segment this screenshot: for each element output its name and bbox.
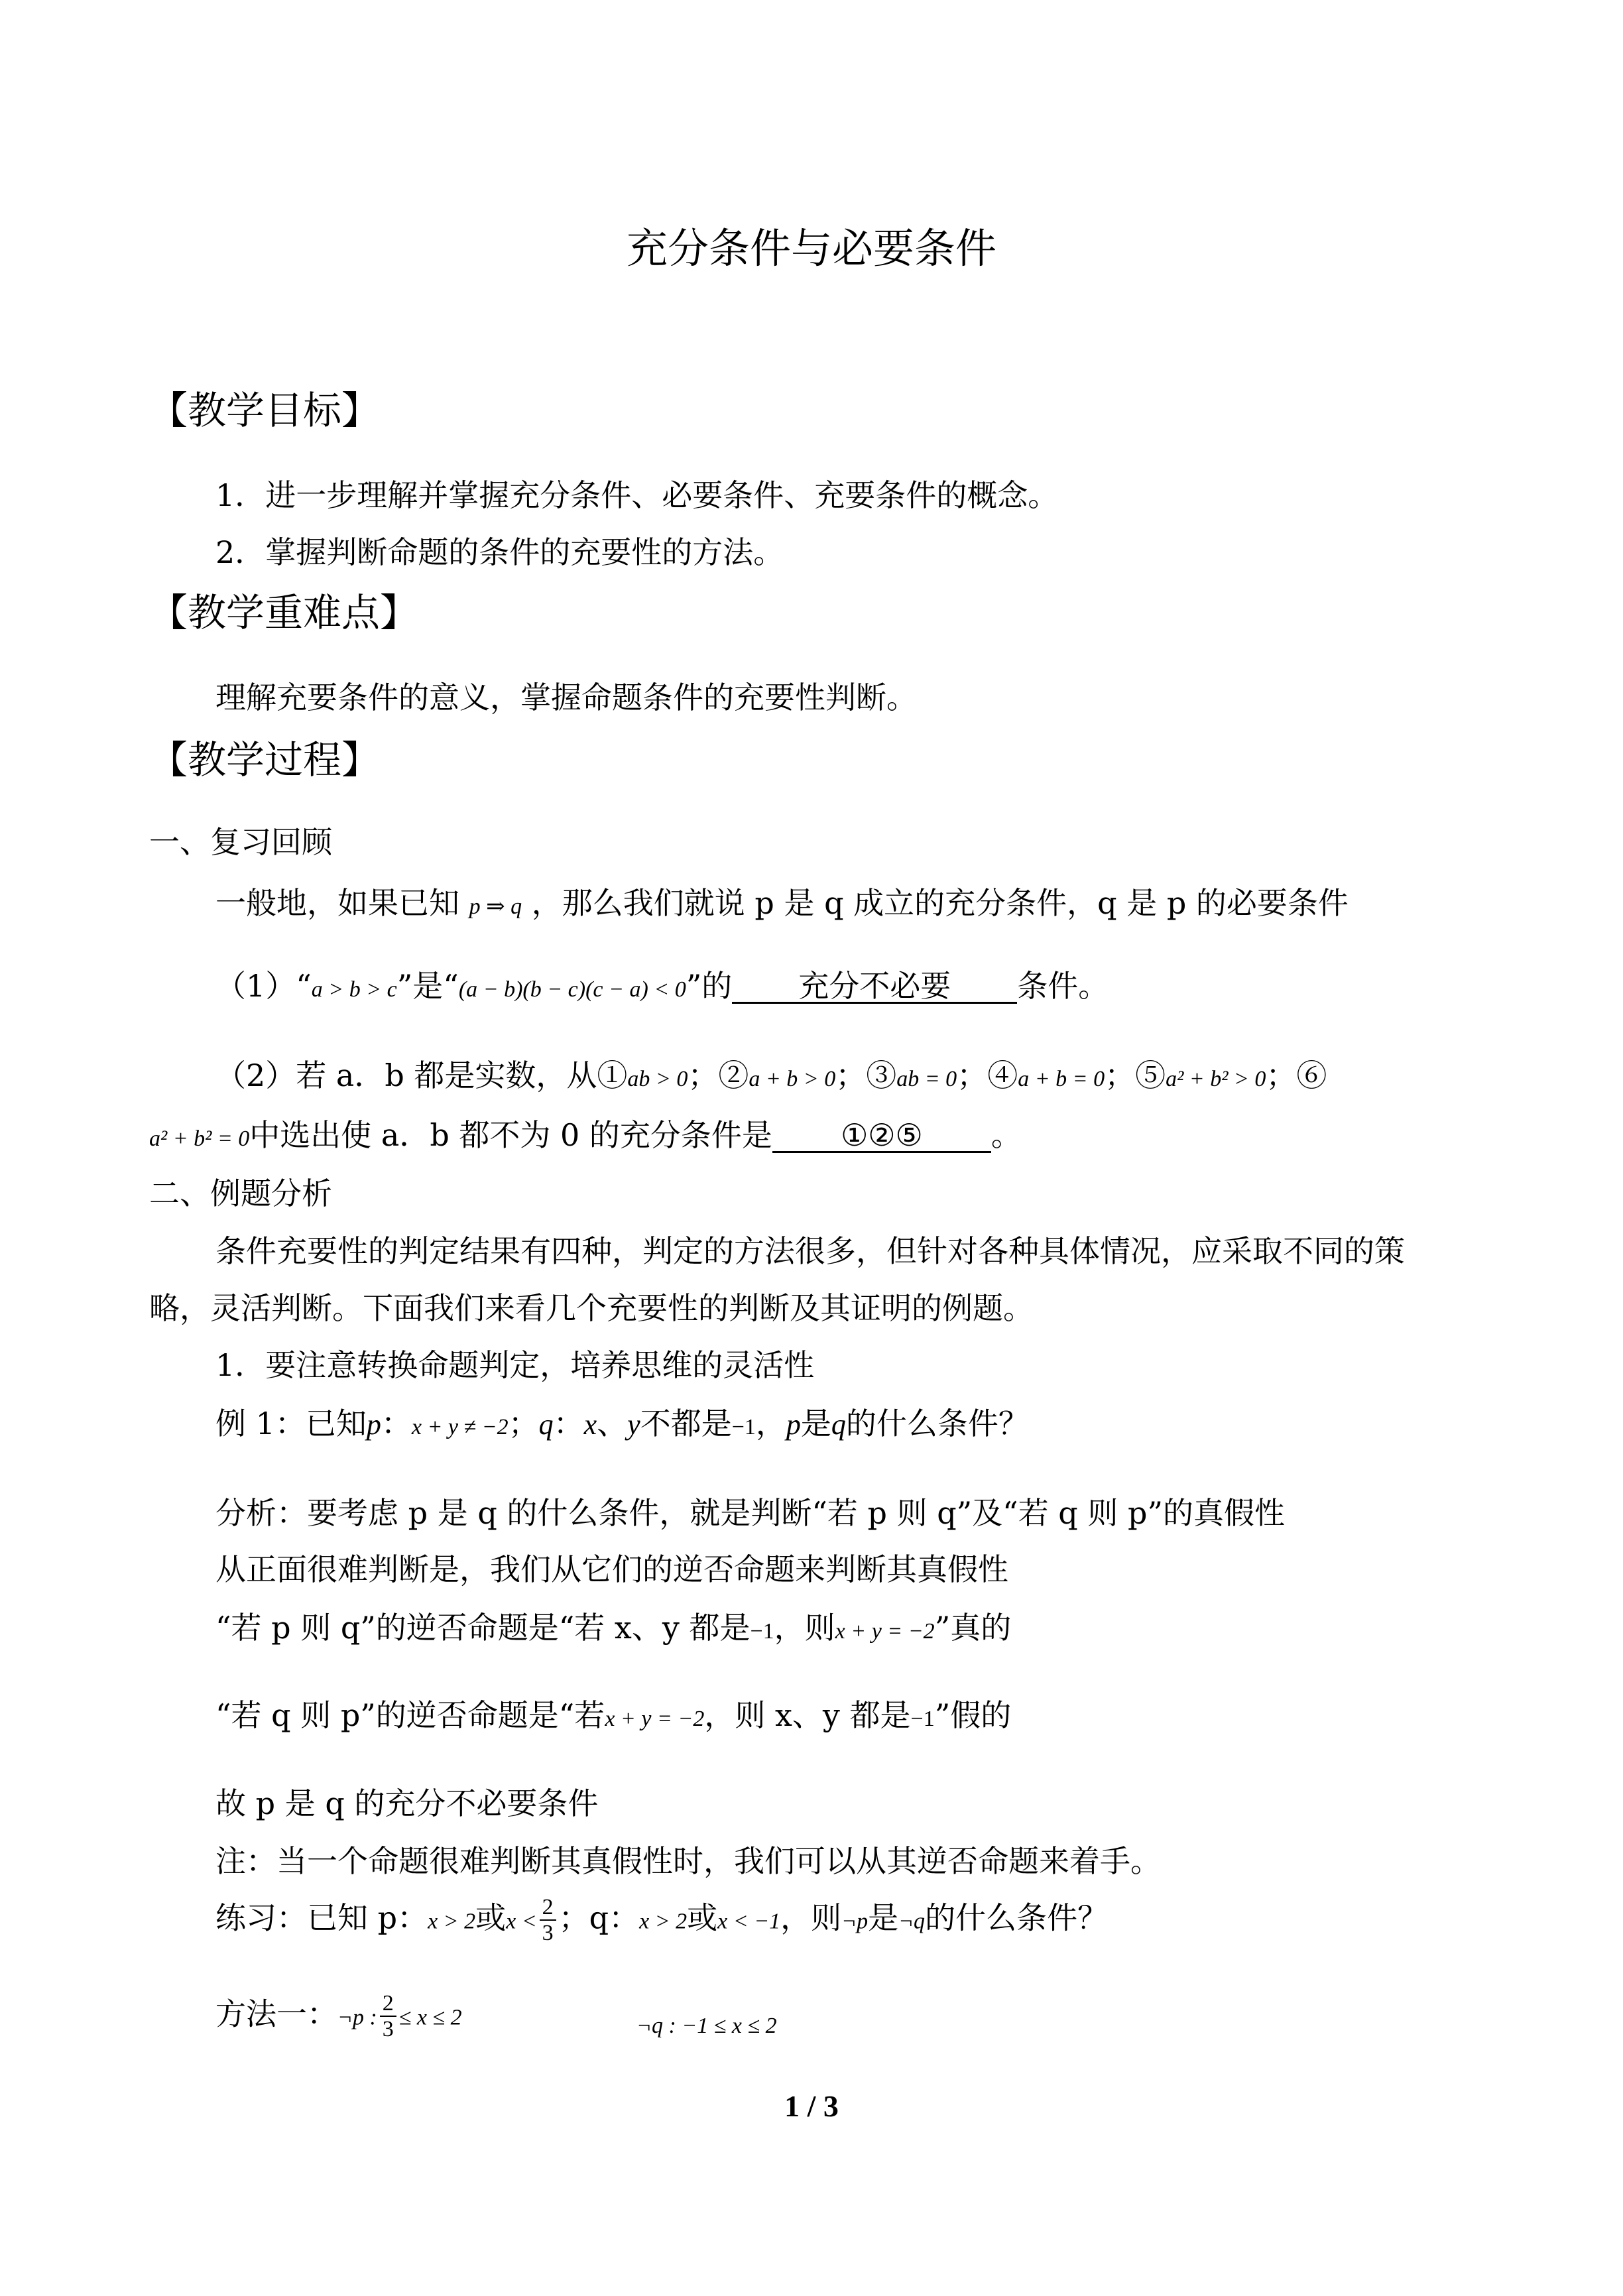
exercise-text-c: ；q：: [558, 1900, 640, 1936]
review-intro-text-b: ，那么我们就说 p 是 q 成立的充分条件，q 是 p 的必要条件: [531, 885, 1349, 921]
q2-text-e: ；⑤: [1105, 1057, 1166, 1093]
objective-1: 1．进一步理解并掌握充分条件、必要条件、充要条件的概念。: [215, 477, 1059, 513]
question-2-line-2: [149, 1117, 1022, 1154]
page-title: 充分条件与必要条件: [626, 224, 996, 272]
exercise-text-f: 是: [868, 1900, 899, 1936]
method-1-numerator: 2: [380, 1991, 396, 2017]
q1-text-d: 条件。: [1017, 968, 1109, 1004]
an3-text-a: “若 p 则 q”的逆否命题是“若 x、y 都是: [215, 1610, 751, 1646]
q2-text-h: 。: [991, 1117, 1022, 1153]
q2-text-b: ；②: [688, 1057, 749, 1093]
exercise-formula-3: x > 2: [639, 1909, 688, 1934]
heading-objectives: 【教学目标】: [149, 388, 381, 433]
an3-text-c: ”真的: [934, 1610, 1012, 1646]
ex1-text-d: ：: [553, 1406, 584, 1441]
heading-keypoints: 【教学重难点】: [149, 590, 419, 635]
q1-answer-blank: 充分不必要: [732, 970, 1017, 1004]
conclusion: 故 p 是 q 的充分不必要条件: [215, 1785, 599, 1821]
exercise-text-e: ，则: [780, 1900, 842, 1936]
exercise-text-g: 的什么条件？: [925, 1900, 1109, 1936]
ex1-text-b: ：: [381, 1406, 412, 1441]
method-1: [215, 1991, 462, 2042]
ex1-text-e: 、: [597, 1406, 628, 1441]
review-intro-text-a: 一般地，如果已知: [215, 885, 459, 921]
exercise-text-b: 或: [475, 1900, 507, 1936]
examples-sub-1: 1．要注意转换命题判定，培养思维的灵活性: [215, 1347, 815, 1383]
review-heading: 一、复习回顾: [149, 824, 332, 860]
method-1-label: 方法一：: [215, 1996, 337, 2032]
ex1-var-y: y: [627, 1408, 640, 1441]
q2-text-d: ；④: [957, 1057, 1018, 1093]
keypoints-text: 理解充要条件的意义，掌握命题条件的充要性判断。: [215, 680, 917, 715]
ex1-text-g: ，: [755, 1406, 786, 1441]
q2-formula-2: a + b > 0: [749, 1067, 836, 1091]
method-1-formula-2: ≤ x ≤ 2: [398, 2005, 462, 2030]
ex1-text-a: 例 1：已知: [215, 1406, 367, 1441]
ex1-text-i: 的什么条件？: [845, 1406, 1029, 1441]
an3-formula-1: −1: [750, 1619, 774, 1644]
q2-formula-5: a² + b² > 0: [1166, 1067, 1266, 1091]
exercise-formula-4: x < −1: [717, 1909, 781, 1934]
q1-text-b: ”是“: [396, 968, 459, 1004]
ex1-var-q2: q: [831, 1408, 846, 1441]
heading-process: 【教学过程】: [149, 737, 381, 782]
an3-text-b: ，则: [774, 1610, 835, 1646]
ex1-formula-1: x + y ≠ −2: [411, 1415, 509, 1439]
exercise-formula-5: ¬p: [841, 1909, 869, 1934]
question-2-line-1: [215, 1057, 1327, 1094]
q2-text-f: ；⑥: [1266, 1057, 1327, 1093]
ex1-text-h: 是: [800, 1406, 831, 1441]
exercise-fraction: [540, 1895, 556, 1946]
fraction-numerator: 2: [540, 1895, 556, 1921]
method-1-formula-3: ¬q : −1 ≤ x ≤ 2: [636, 2014, 777, 2038]
q2-text-c: ；③: [835, 1057, 897, 1093]
ex1-var-q: q: [538, 1408, 554, 1441]
method-1-denominator: 3: [382, 2017, 394, 2042]
analysis-4: [215, 1697, 1011, 1734]
exercise-text-d: 或: [687, 1900, 718, 1936]
exercise-formula-6: ¬q: [898, 1909, 926, 1934]
q2-formula-6: a² + b² = 0: [149, 1126, 250, 1151]
fraction-denominator: 3: [542, 1921, 554, 1946]
method-1-formula-1: ¬p :: [337, 2005, 377, 2030]
objective-2: 2．掌握判断命题的条件的充要性的方法。: [215, 534, 784, 570]
examples-para-1: 条件充要性的判定结果有四种，判定的方法很多，但针对各种具体情况，应采取不同的策: [215, 1233, 1405, 1269]
note: 注：当一个命题很难判断其真假性时，我们可以从其逆否命题来着手。: [215, 1843, 1161, 1879]
ex1-var-x: x: [583, 1408, 597, 1441]
an4-formula-1: x + y = −2: [605, 1707, 705, 1731]
q2-answer-blank: ①②⑤: [772, 1119, 991, 1153]
exercise-text-a: 练习：已知 p：: [215, 1900, 428, 1936]
q2-text-g: 中选出使 a．b 都不为 0 的充分条件是: [249, 1117, 772, 1153]
ex1-var-p: p: [366, 1408, 381, 1441]
implication-formula: p ⇒ q: [469, 894, 522, 919]
analysis-2: 从正面很难判断是，我们从它们的逆否命题来判断其真假性: [215, 1551, 1008, 1587]
method-1-not-q: [636, 2004, 777, 2041]
q1-formula-2: (a − b)(b − c)(c − a) < 0: [458, 977, 686, 1002]
analysis-1: 分析：要考虑 p 是 q 的什么条件，就是判断“若 p 则 q”及“若 q 则 p”的真假性: [215, 1495, 1285, 1531]
examples-para-2: 略，灵活判断。下面我们来看几个充要性的判断及其证明的例题。: [149, 1290, 1034, 1326]
exercise-formula-1: x > 2: [428, 1909, 476, 1934]
q2-formula-1: ab > 0: [627, 1067, 688, 1091]
q1-text-c: ”的: [686, 968, 733, 1004]
method-1-fraction: [380, 1991, 396, 2042]
page-number: 1 / 3: [784, 2089, 839, 2123]
q2-formula-3: ab = 0: [896, 1067, 957, 1091]
q2-text-a: （2）若 a．b 都是实数，从①: [215, 1057, 628, 1093]
q1-text-a: （1）“: [215, 968, 312, 1004]
ex1-text-f: 不都是: [640, 1406, 732, 1441]
an3-formula-2: x + y = −2: [835, 1619, 935, 1644]
ex1-formula-2: −1: [731, 1415, 756, 1439]
analysis-3: [215, 1610, 1011, 1646]
review-intro: [215, 885, 1349, 922]
example-1: [215, 1406, 1029, 1443]
q1-formula-1: a > b > c: [311, 977, 397, 1002]
ex1-var-p2: p: [786, 1408, 801, 1441]
examples-heading: 二、例题分析: [149, 1176, 332, 1211]
an4-text-c: ”假的: [934, 1697, 1012, 1733]
q2-formula-4: a + b = 0: [1018, 1067, 1105, 1091]
question-1: [215, 968, 1109, 1004]
an4-text-a: “若 q 则 p”的逆否命题是“若: [215, 1697, 605, 1733]
exercise: [215, 1895, 1108, 1946]
exercise-formula-2: x <: [506, 1909, 537, 1934]
an4-text-b: ，则 x、y 都是: [704, 1697, 911, 1733]
ex1-text-c: ；: [508, 1406, 539, 1441]
an4-formula-2: −1: [910, 1707, 935, 1731]
